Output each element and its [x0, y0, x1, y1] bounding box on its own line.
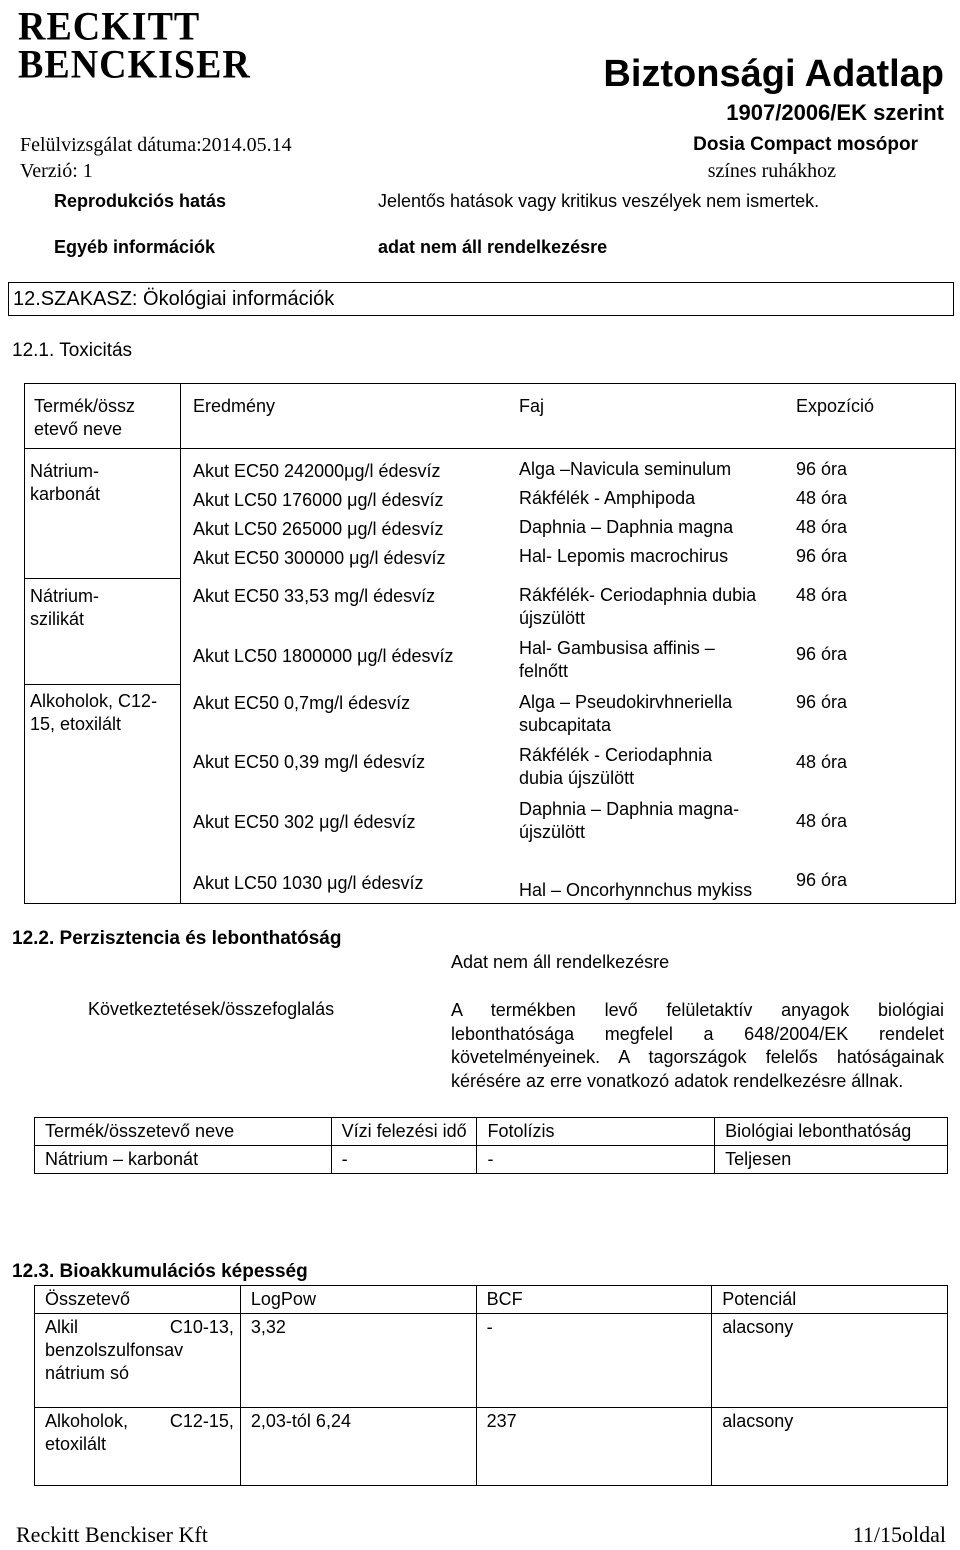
table-divider [24, 578, 180, 579]
species-cell: Rákfélék - Ceriodaphnia dubia újszülött [519, 745, 713, 788]
table-cell: 3,32 [240, 1314, 476, 1408]
company-logo [18, 4, 251, 88]
table-divider [24, 448, 956, 449]
exposure-cell: 96 óra [796, 692, 848, 712]
table-cell: Nátrium – karbonát [35, 1146, 332, 1174]
table-cell: Teljesen [715, 1146, 948, 1174]
product-name-line2: színes ruhákhoz [707, 160, 836, 182]
species-cell: Hal- Gambusisa affinis – felnőtt [519, 638, 715, 681]
document-title: Biztonsági Adatlap [603, 53, 944, 95]
header-cell: Potenciál [712, 1286, 948, 1314]
result-cell: Akut EC50 33,53 mg/l édesvíz [193, 586, 436, 606]
species-cell: Rákfélék - Amphipoda [519, 488, 696, 508]
table-cell: - [331, 1146, 477, 1174]
table-cell: - [477, 1146, 715, 1174]
other-info-label: Egyéb információk [54, 237, 216, 257]
result-cell: Akut EC50 0,7mg/l édesvíz [193, 693, 411, 713]
species-cell: Hal- Lepomis macrochirus [519, 546, 729, 566]
table-header-row [35, 1286, 948, 1314]
footer-company: Reckitt Benckiser Kft [16, 1522, 208, 1547]
bioaccumulation-table [34, 1285, 948, 1486]
table-cell: alacsony [712, 1408, 948, 1486]
species-cell: Hal – Oncorhynnchus mykiss [519, 880, 753, 900]
result-cell: Akut EC50 300000 μg/l édesvíz [193, 548, 446, 568]
exposure-cell: 96 óra [796, 459, 848, 479]
regulation-reference: 1907/2006/EK szerint [726, 100, 944, 125]
table-row [35, 1146, 948, 1174]
group-name: Nátrium-karbonát [30, 461, 101, 504]
exposure-cell: 48 óra [796, 517, 848, 537]
reproductive-effect-value: Jelentős hatások vagy kritikus veszélyek nem ismertek. [378, 191, 820, 211]
exposure-cell: 96 óra [796, 644, 848, 664]
species-cell: Alga – Pseudokirvhneriella subcapitata [519, 692, 733, 735]
header-cell: Összetevő [35, 1286, 241, 1314]
table-cell: Alkoholok, C12-15, etoxilált [35, 1408, 241, 1486]
group-name: Alkoholok, C12-15, etoxilált [30, 691, 158, 734]
table-header-row [35, 1118, 948, 1146]
exposure-cell: 48 óra [796, 585, 848, 605]
exposure-cell: 96 óra [796, 870, 848, 890]
footer-page-number: 11/15oldal [852, 1522, 946, 1547]
section-12-title: 12.SZAKASZ: Ökológiai információk [8, 282, 954, 316]
result-cell: Akut LC50 1030 μg/l édesvíz [193, 873, 424, 893]
header-cell: BCF [476, 1286, 712, 1314]
bioaccumulation-subtitle: 12.3. Bioakkumulációs képesség [12, 1261, 308, 1282]
table-row [35, 1408, 948, 1486]
header-cell: Termék/összetevő neve [35, 1118, 332, 1146]
exposure-cell: 48 óra [796, 488, 848, 508]
exposure-cell: 48 óra [796, 811, 848, 831]
table-row [35, 1314, 948, 1408]
version: Verzió: 1 [20, 160, 93, 182]
table-divider [24, 684, 180, 685]
header-result: Eredmény [193, 396, 276, 416]
header-cell: Vízi felezési idő [331, 1118, 477, 1146]
table-cell: 237 [476, 1408, 712, 1486]
header-exposure: Expozíció [796, 396, 875, 416]
logo-line-2: BENCKISER [18, 42, 251, 88]
review-date: Felülvizsgálat dátuma:2014.05.14 [20, 134, 292, 156]
table-divider [180, 383, 181, 904]
toxicity-subtitle: 12.1. Toxicitás [12, 340, 133, 361]
result-cell: Akut LC50 265000 μg/l édesvíz [193, 519, 444, 539]
group-name: Nátrium-szilikát [30, 586, 100, 629]
result-cell: Akut LC50 176000 μg/l édesvíz [193, 490, 444, 510]
table-cell: Alkil C10-13, benzolszulfonsav nátrium só [35, 1314, 241, 1408]
exposure-cell: 48 óra [796, 752, 848, 772]
species-cell: Alga –Navicula seminulum [519, 459, 732, 479]
persistence-no-data: Adat nem áll rendelkezésre [451, 952, 670, 972]
persistence-table [34, 1117, 948, 1174]
result-cell: Akut EC50 242000μg/l édesvíz [193, 461, 441, 481]
species-cell: Daphnia – Daphnia magna [519, 517, 734, 537]
result-cell: Akut EC50 302 μg/l édesvíz [193, 812, 416, 832]
header-cell: LogPow [240, 1286, 476, 1314]
persistence-subtitle: 12.2. Perzisztencia és lebonthatóság [12, 928, 342, 949]
species-cell: Rákfélék- Ceriodaphnia dubia újszülött [519, 585, 757, 628]
table-cell: 2,03-tól 6,24 [240, 1408, 476, 1486]
conclusion-text: A termékben levő felületaktív anyagok biológiai lebonthatósága megfelel a 648/2004/EK rendelet követelményeinek. A tagországok felelős hatóságainak kérésére az erre vonatkozó adatok rendelkezésre állnak. [451, 1000, 944, 1091]
table-cell: alacsony [712, 1314, 948, 1408]
result-cell: Akut LC50 1800000 μg/l édesvíz [193, 646, 454, 666]
header-species: Faj [519, 396, 545, 416]
conclusion-label: Következtetések/összefoglalás [88, 999, 335, 1019]
exposure-cell: 96 óra [796, 546, 848, 566]
header-product: Termék/össz etevő neve [34, 396, 136, 439]
table-cell: - [476, 1314, 712, 1408]
result-cell: Akut EC50 0,39 mg/l édesvíz [193, 752, 426, 772]
other-info-value: adat nem áll rendelkezésre [378, 237, 608, 257]
header-cell: Biológiai lebonthatóság [715, 1118, 948, 1146]
species-cell: Daphnia – Daphnia magna-újszülött [519, 799, 740, 842]
header-cell: Fotolízis [477, 1118, 715, 1146]
reproductive-effect-label: Reprodukciós hatás [54, 191, 227, 211]
product-name: Dosia Compact mosópor [693, 134, 918, 155]
logo-line-1: RECKITT [18, 4, 201, 50]
